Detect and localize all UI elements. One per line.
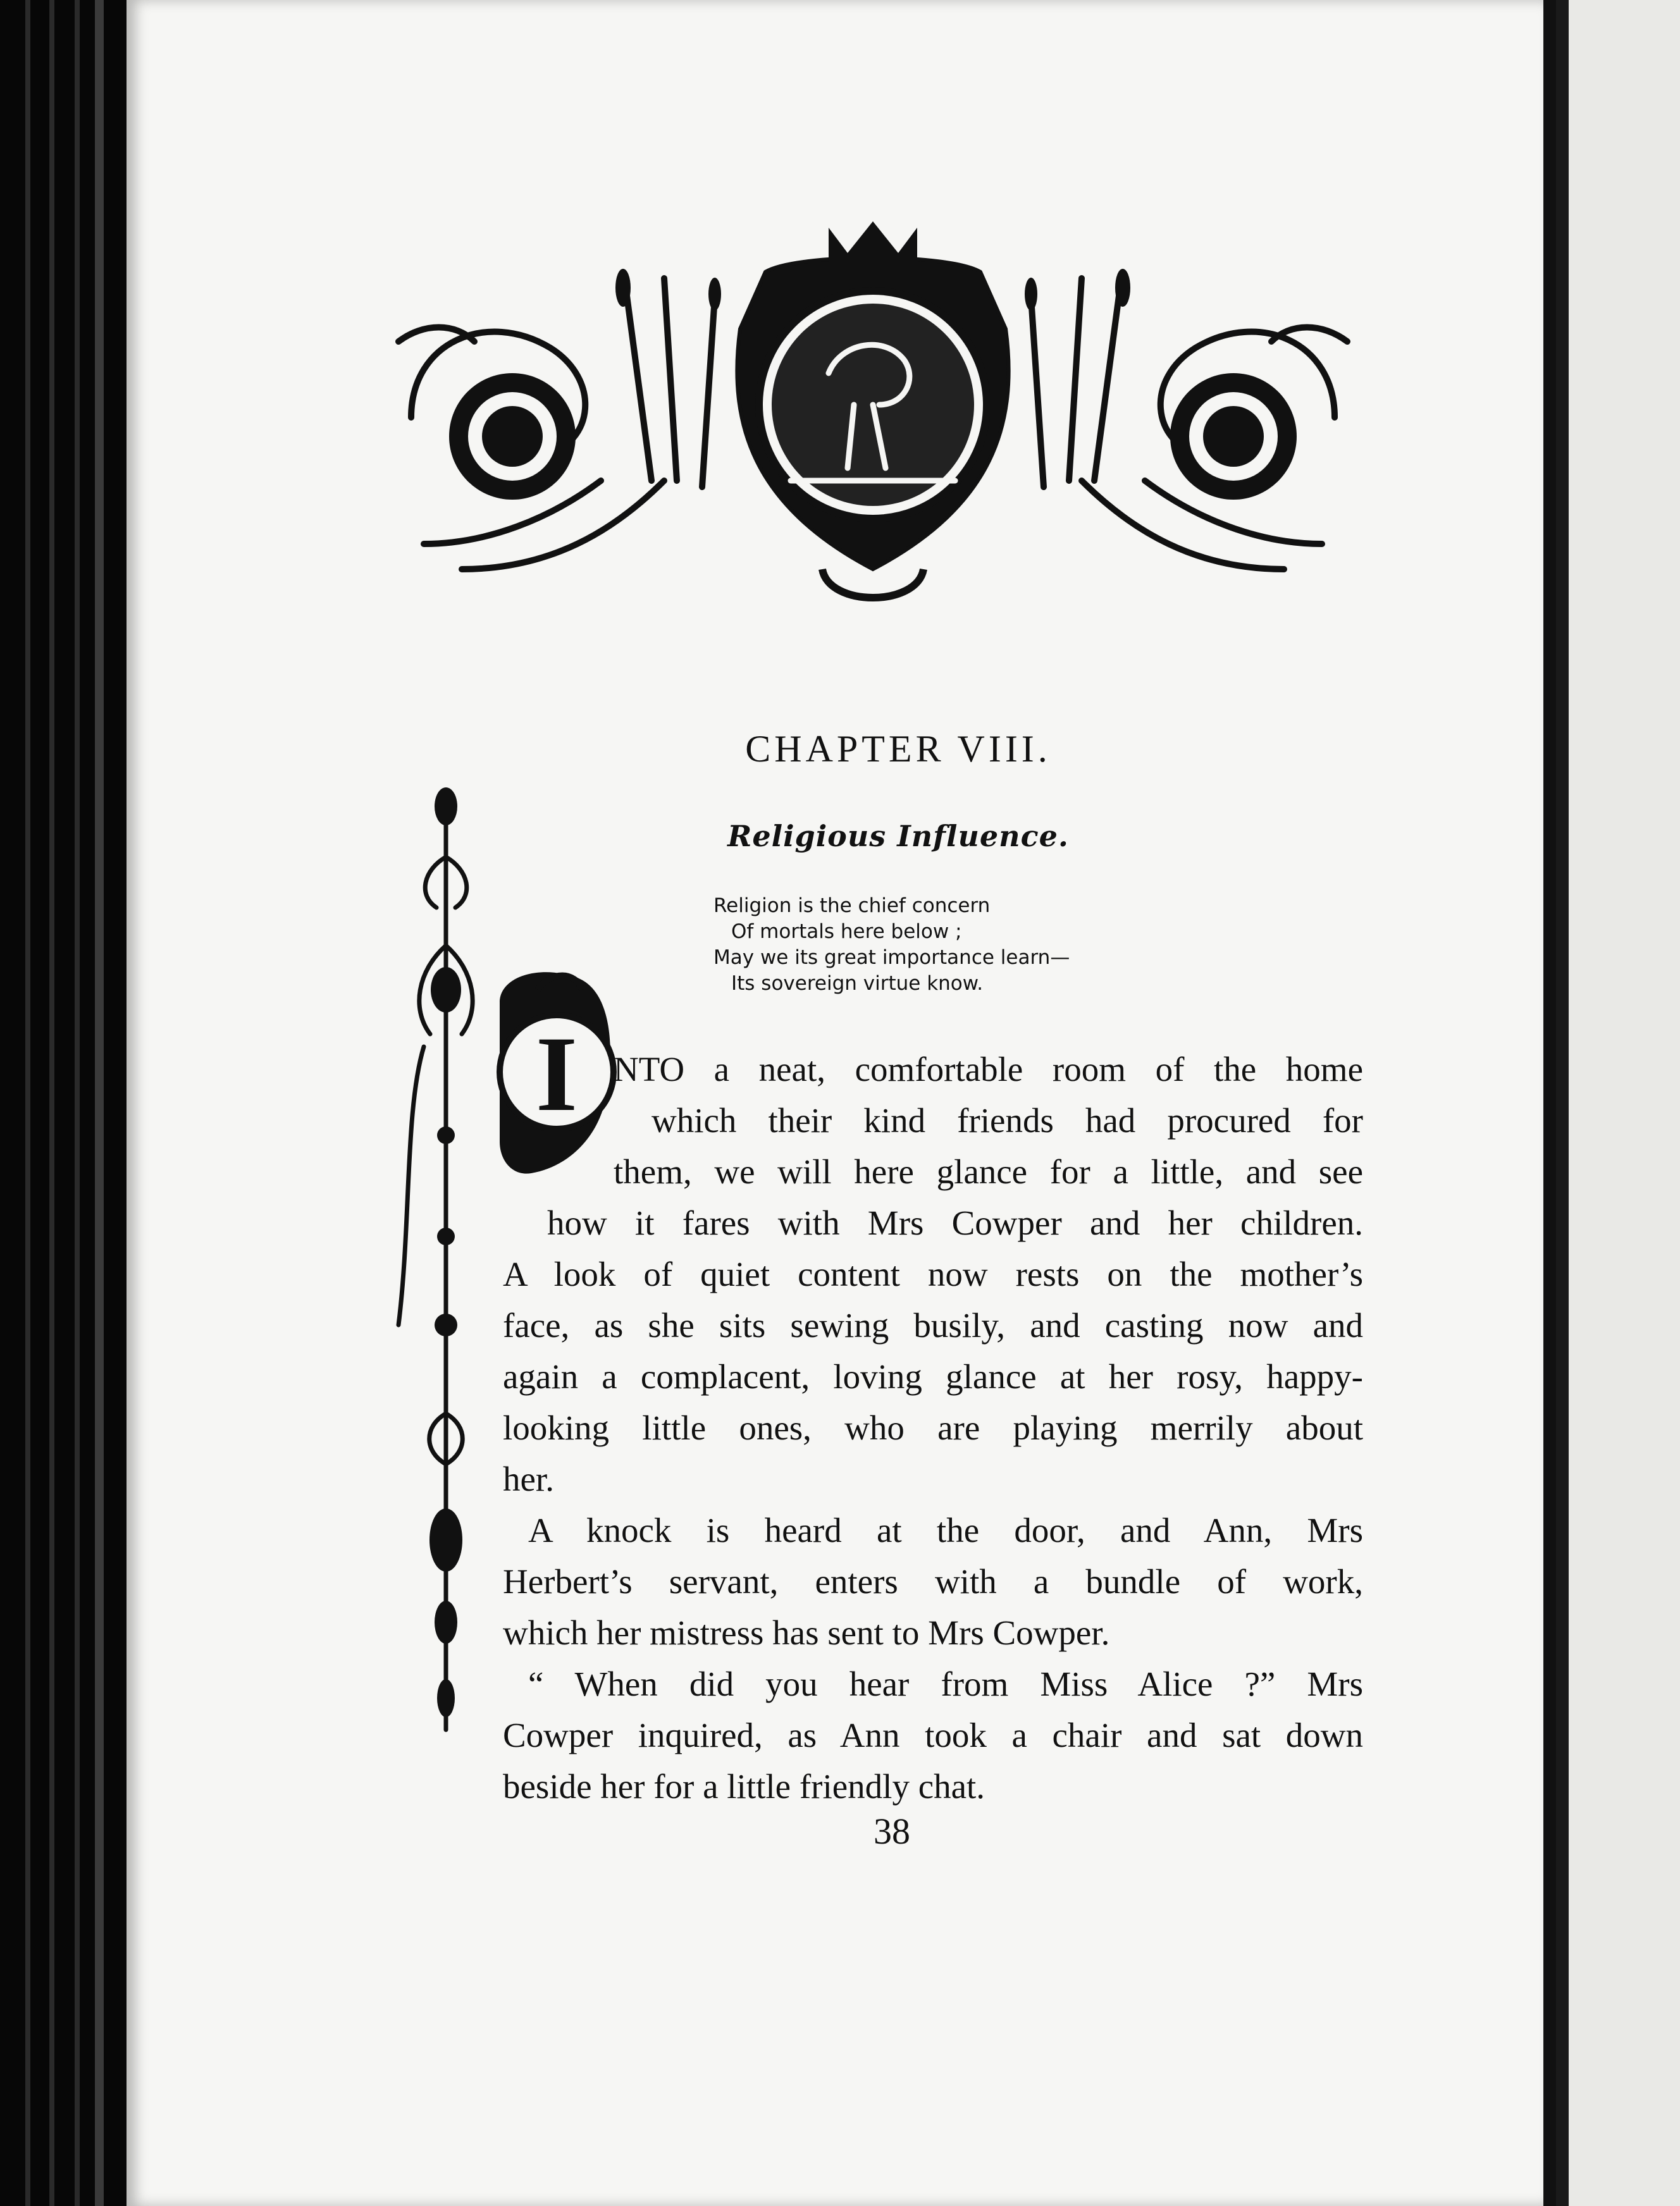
body-line: A look of quiet content now rests on the mother’s xyxy=(503,1255,1363,1293)
epigraph-line: Of mortals here below ; xyxy=(731,920,962,943)
body-line: her. xyxy=(503,1460,554,1498)
chapter-heading: CHAPTER VIII. xyxy=(745,728,1051,770)
epigraph-line: Its sovereign virtue know. xyxy=(731,972,984,995)
body-line: looking little ones, who are playing merrily about xyxy=(503,1408,1363,1447)
page-number: 38 xyxy=(874,1811,910,1852)
chapter-subtitle: Religious Influence. xyxy=(727,819,1069,853)
body-line: “ When did you hear from Miss Alice ?” Mrs xyxy=(528,1665,1363,1703)
crest-headpiece-icon xyxy=(386,215,1360,620)
body-line: Herbert’s servant, enters with a bundle of work, xyxy=(503,1562,1363,1601)
chapter-body-text xyxy=(503,1044,1363,1812)
epigraph-line: May we its great importance learn— xyxy=(713,946,1070,969)
body-line: beside her for a little friendly chat. xyxy=(503,1767,985,1806)
body-line: Cowper inquired, as Ann took a chair and sat down xyxy=(503,1716,1363,1754)
body-line: face, as she sits sewing busily, and casting now and xyxy=(503,1306,1363,1345)
epigraph-line: Religion is the chief concern xyxy=(713,894,991,917)
body-line: again a complacent, loving glance at her rosy, happy- xyxy=(503,1357,1363,1396)
scan-left-edge xyxy=(0,0,127,2206)
initial-letter-glyph: I xyxy=(535,1014,578,1133)
body-line: how it fares with Mrs Cowper and her children. xyxy=(547,1204,1363,1242)
body-line: which her mistress has sent to Mrs Cowper. xyxy=(503,1613,1110,1652)
body-line: NTO a neat, comfortable room of the home xyxy=(614,1050,1363,1088)
body-line: which their kind friends had procured for xyxy=(652,1101,1363,1140)
facing-page-edge xyxy=(1556,0,1680,2206)
floral-border-icon xyxy=(386,781,493,1742)
body-line: them, we will here glance for a little, and see xyxy=(614,1152,1363,1191)
body-line: A knock is heard at the door, and Ann, Mrs xyxy=(528,1511,1363,1550)
epigraph-verse xyxy=(713,893,1169,997)
